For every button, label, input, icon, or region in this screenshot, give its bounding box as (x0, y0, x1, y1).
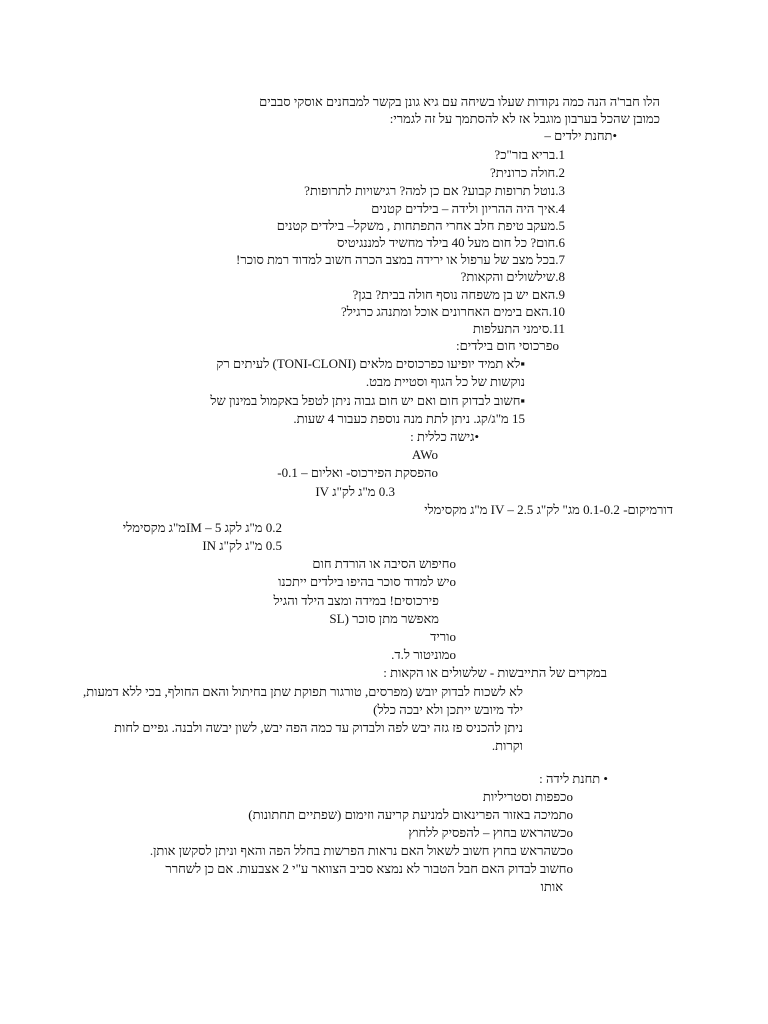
birth-item-1: oכפפות וסטריליות (482, 789, 573, 804)
question-2: 2.חולה כרונית? (490, 165, 565, 180)
monitor-line: oמוניטור ל.ד. (391, 647, 456, 662)
birth-item-5-cont: אותו (540, 879, 563, 894)
question-7: 7.בכל מצב של ערפול או ירידה במצב הכרה חשוב למדוד רמת סוכר! (236, 252, 565, 267)
dormicum-line-1: דורמיקום- 0.1-0.2 מג" לק"ג IV – 2.5 מ"ג מקסימלי (424, 502, 673, 517)
dehydration-line-3: ניתן להכניס פז גזה יבש לפה ולבדוק עד כמה הפה יבש, לשון יבשה ולבנה. גפיים לחות (114, 720, 523, 735)
intro-line-1: הלו חבר'ה הנה כמה נקודות שעלו בשיחה עם גיא גונן בקשר למבחנים אוסקי סבבים (259, 94, 660, 109)
iv-line: oוריד (430, 629, 456, 644)
general-approach-heading: •גישה כללית : (410, 429, 479, 444)
birth-item-5: oחשוב לבדוק האם חבל הטבור לא נמצא סביב הצוואר ע"י 2 אצבעות. אם כן לשחרר (165, 861, 573, 876)
birth-item-3: oכשהראש בחוץ – להפסיק ללחוץ (408, 825, 573, 840)
question-1: 1.בריא בזר"כ? (494, 147, 565, 162)
stop-seizure-line-1: oהפסקת הפירכוס- ואליום – 0.1- (277, 465, 438, 480)
fever-bullet-1-line-1: ▪לא תמיד יופיעו כפרכוסים מלאים (TONI-CLONI) לעיתים רק (216, 356, 525, 371)
intro-line-2: כמובן שהכל בערבון מוגבל אז לא להסתמך על זה לגמרי: (389, 111, 660, 126)
birth-item-4: oכשהראש בחוץ חשוב לשאול האם נראות הפרשות בחלל הפה והאף וניתן לסקשן אותן. (149, 843, 573, 858)
fever-bullet-1-line-2: נוקשות של כל הגוף וסטיית מבט. (365, 374, 525, 389)
question-4: 4.איך היה ההריון ולידה – בילדים קטנים (371, 201, 565, 216)
question-9: 9.האם יש בן משפחה נוסף חולה בבית? בגן? (352, 287, 565, 302)
sugar-line-1: oיש למדוד סוכר בהיפו בילדים ייתכנו (278, 574, 456, 589)
birth-station-heading: • תחנת לידה : (539, 771, 608, 786)
dehydration-line-1: לא לשכוח לבדוק יובש (מפרסים, טורגור תפוקת שתן בחיתול והאם החולף, בכי ללא דמעות, (82, 684, 523, 699)
general-aw: AWo (411, 447, 438, 462)
question-10: 10.האם בימים האחרונים אוכל ומתנהג כרגיל? (340, 304, 565, 319)
stop-seizure-line-2: 0.3 מ"ג לק"ג IV (315, 484, 395, 499)
dehydration-heading: במקרים של התייבשות - שלשולים או הקאות : (383, 665, 607, 680)
children-station-heading: •תחנת ילדים – (544, 128, 617, 143)
fever-bullet-2-line-2: 15 מ"ג/קג. ניתן לתת מנה נוספת כעבור 4 שעות. (293, 411, 525, 426)
cause-or-fever: oחיפוש הסיבה או הורדת חום (312, 556, 456, 571)
dormicum-line-3: 0.5 מ"ג לק"ג IN (202, 538, 282, 553)
fever-seizures-heading: oפרכוסי חום בילדים: (456, 338, 559, 353)
dormicum-line-2: 0.2 מ"ג לקג IM – 5מ"ג מקסימלי (122, 520, 282, 535)
birth-item-2: oתמיכה באזור הפרינאום למניעת קריעה וזימום (שפתיים תחתונות) (248, 807, 573, 822)
sugar-line-3: מאפשר מתן סוכר (SL (329, 611, 439, 626)
dehydration-line-4: וקרות. (491, 738, 523, 753)
question-11: 11.סימני התעלפות (472, 321, 565, 336)
question-8: 8.שילשולים והקאות? (460, 269, 565, 284)
dehydration-line-2: ילד מיובש ייתכן ולא יבכה כלל) (373, 702, 523, 717)
fever-bullet-2-line-1: ▪חשוב לבדוק חום ואם יש חום גבוה ניתן לטפל באקמול במינון של (210, 393, 525, 408)
question-3: 3.נוטל תרופות קבוע? אם כן למה? רגישויות לתרופות? (304, 183, 565, 198)
sugar-line-2: פירכוסים! במידה ומצב הילד והגיל (273, 593, 439, 608)
question-5: 5.מעקב טיפת חלב אחרי התפתחות , משקל– בילדים קטנים (276, 218, 565, 233)
question-6: 6.חום? כל חום מעל 40 בילד מחשיד למננגיטיס (337, 235, 565, 250)
